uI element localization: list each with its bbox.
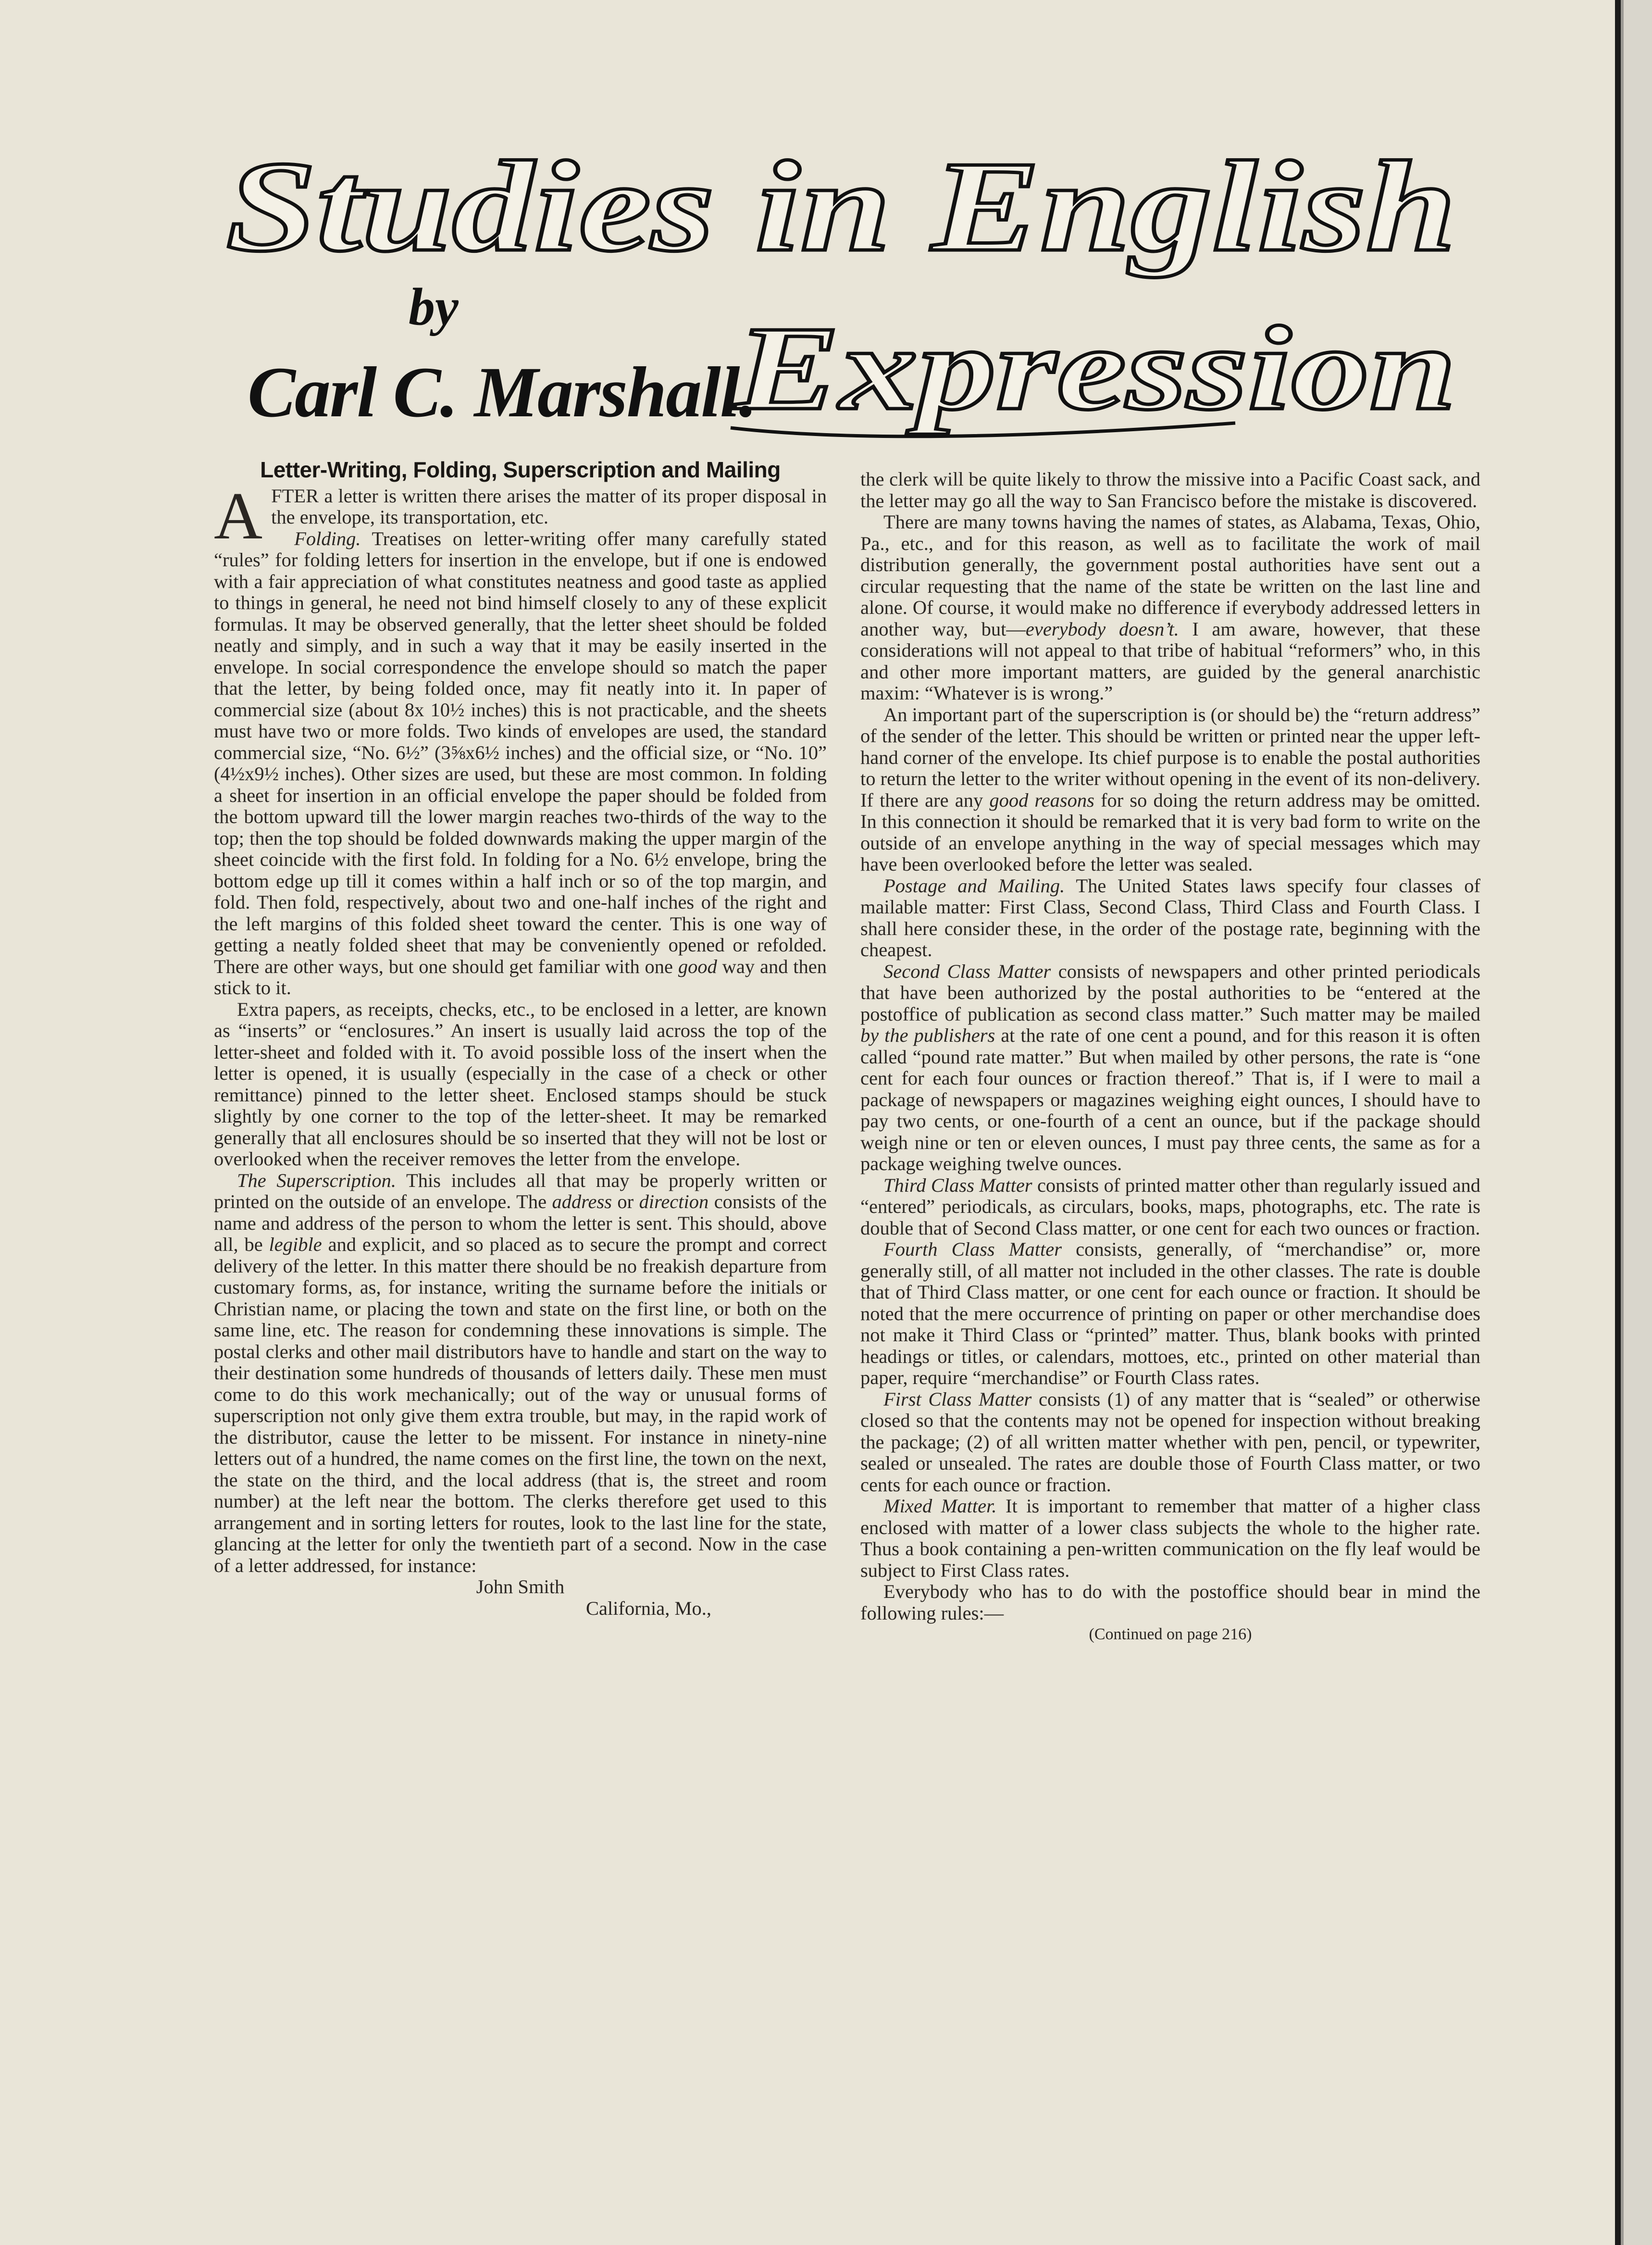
title-line-1: Studies in English (226, 139, 1456, 278)
paragraph: Third Class Matter consists of printed matter other than regularly issued and “entered” periodicals, as circulars, books, maps, photographs, etc. The rate is double that of Second Class matter, or one cent for each two ounces or fraction. (860, 1174, 1480, 1239)
drop-cap: A (214, 478, 263, 553)
paragraph: Second Class Matter consists of newspapers and other printed periodicals that have been authorized by the postal authorities to be “entered at the postoffice of publication as second class matter.” Such matter may be mailed by the publishers at the rate of one cent a pound, and for this reason it is often called “pound rate matter.” But when mailed by other persons, the rate is “one cent for each four ounces or fraction thereof.” That is, if I were to mail a package of newspapers or magazines weighing eight ounces, I should have to pay two cents, or one-fourth of a cent an ounce, but if the package should weigh nine or ten or eleven ounces, I must pay three cents, the same as for a package weighing twelve ounces. (860, 960, 1481, 1174)
right-column (860, 469, 1480, 1646)
paragraph: AFTER a letter is written there arises the matter of its proper disposal in the envelope, its transportation, etc. (214, 478, 827, 553)
paragraph: An important part of the superscription is (or should be) the “return address” of the sender of the letter. This should be written or printed near the upper left-hand corner of the envelope. Its chief purpose is to enable the postal authorities to return the letter to the writer without opening in the event of its non-delivery. If there are any good reasons for so doing the return address may be omitted. In this connection it should be remarked that it is very bad form to write on the outside of an envelope anything in the way of special messages which may have been overlooked before the letter was sealed. (860, 703, 1480, 875)
section-heading: Letter-Writing, Folding, Superscription and Mailing (260, 457, 781, 482)
byline-by: by (409, 277, 459, 336)
paragraph: Postage and Mailing. The United States laws specify four classes of mailable matter: First Class, Second Class, Third Class and Fourth Class. I shall here consider these, in the order of the postage rate, beginning with the cheapest. (860, 874, 1480, 960)
address-line: California, Mo., (586, 1597, 711, 1619)
paragraph: There are many towns having the names of states, as Alabama, Texas, Ohio, Pa., etc., and for this reason, as well as to facilitate the work of mail distribution generally, the government postal authorities have sent out a circular requesting that the name of the state be written on the last line and alone. Of course, it would make no difference if everybody addressed letters in another way, but—everybody doesn’t. I am aware, however, that these considerations will not appeal to that tribe of habitual “reformers” who, in this and other more important matters, are guided by the general anarchistic maxim: “Whatever is is wrong.” (860, 511, 1480, 704)
paragraph: the clerk will be quite likely to throw the missive into a Pacific Coast sack, and the letter may go all the way to San Francisco before the mistake is discovered. (860, 468, 1480, 511)
continued-note: (Continued on page 216) (1089, 1625, 1252, 1643)
paragraph: The Superscription. This includes all that may be properly written or printed on the outside of an envelope. The address or direction consists of the name and address of the person to whom the letter is sent. This should, above all, be legible and explicit, and so placed as to secure the prompt and correct delivery of the letter. In this matter there should be no freakish departure from customary forms, as, for instance, writing the surname before the initials or Christian name, or placing the town and state on the first line, or both on the same line, etc. The reason for condemning these innovations is simple. The postal clerks and other mail distributors have to handle and start on the way to their destination some hundreds of thousands of letters daily. These men must come to do this work mechanically; out of the way or unusual forms of superscription not only give them extra trouble, but may, in the rapid work of the distributor, cause the letter to be missent. For instance in ninety-nine letters out of a hundred, the name comes on the first line, the town on the next, the state on the third, and the local address (that is, the street and room number) at the left near the bottom. The clerks therefore get used to this arrangement and in sorting letters for routes, look to the last line for the state, glancing at the letter for only the twentieth part of a second. Now in the case of a letter addressed, for instance: (214, 1169, 827, 1576)
left-column (214, 459, 827, 1619)
title-line-2: Expression (734, 302, 1456, 435)
author-name: Carl C. Marshall. (248, 352, 757, 432)
paragraph: Folding. Treatises on letter-writing offer many carefully stated “rules” for folding letters for insertion in the envelope, but if one is endowed with a fair appreciation of what constitutes neatness and good taste as applied to things in general, he need not bind himself closely to any of these explicit formulas. It may be observed generally, that the letter sheet should be folded neatly and simply, and in such a way that it may be easily inserted in the envelope. In social correspondence the envelope should so match the paper that the letter, by being folded once, may fit neatly into it. In paper of commercial size (about 8x 10½ inches) this is not practicable, and the sheets must have two or more folds. Two kinds of envelopes are used, the standard commercial size, “No. 6½” (3⅝x6½ inches) and the official size, or “No. 10” (4½x9½ inches). Other sizes are used, but these are most common. In folding a sheet for insertion in an official envelope the paper should be folded from the bottom upward till the lower margin reaches two-thirds of the way to the top; then the top should be folded downwards making the upper margin of the sheet coincide with the first fold. In folding for a No. 6½ envelope, bring the bottom edge up till it comes within a half inch or so of the top margin, and fold. Then fold, respectively, about two and one-half inches of the right and the left margins of this folded sheet toward the center. This is one way of getting a neatly folded sheet that may be conveniently opened or refolded. There are other ways, but one should get familiar with one good way and then stick to it. (214, 527, 827, 998)
paragraph: Extra papers, as receipts, checks, etc., to be enclosed in a letter, are known as “inserts” or “enclosures.” An insert is usually laid across the top of the letter-sheet and folded with it. To avoid possible loss of the insert when the letter is opened, it is usually (especially in the case of a check or other remittance) pinned to the letter sheet. Enclosed stamps should be stuck slightly by one corner to the top of the letter-sheet. It may be remarked generally that all enclosures should be so inserted that they will not be lost or overlooked when the receiver removes the letter from the envelope. (214, 998, 827, 1170)
facing-page-edge (1621, 0, 1652, 2245)
paragraph: Fourth Class Matter consists, generally, of “merchandise” or, more generally still, of all matter not included in the other classes. The rate is double that of Third Class matter, or one cent for each ounce or fraction. It should be noted that the mere occurrence of printing on paper or other merchandise does not make it Third Class or “printed” matter. Thus, blank books with printed headings or titles, or calendars, mottoes, etc., printed on other material than paper, require “merchandise” or Fourth Class rates. (860, 1238, 1480, 1388)
paragraph: First Class Matter consists (1) of any matter that is “sealed” or otherwise closed so that the contents may not be opened for inspection without breaking the package; (2) of all written matter whether with pen, pencil, or typewriter, sealed or unsealed. The rates are double those of Fourth Class matter, or two cents for each ounce or fraction. (860, 1388, 1481, 1496)
address-line: John Smith (476, 1576, 565, 1597)
paragraph: Everybody who has to do with the postoffice should bear in mind the following rules:— (860, 1581, 1480, 1624)
paragraph: Mixed Matter. It is important to remember that matter of a higher class enclosed with matter of a lower class subjects the whole to the higher rate. Thus a book containing a pen-written communication on the fly leaf would be subject to First Class rates. (860, 1495, 1480, 1581)
